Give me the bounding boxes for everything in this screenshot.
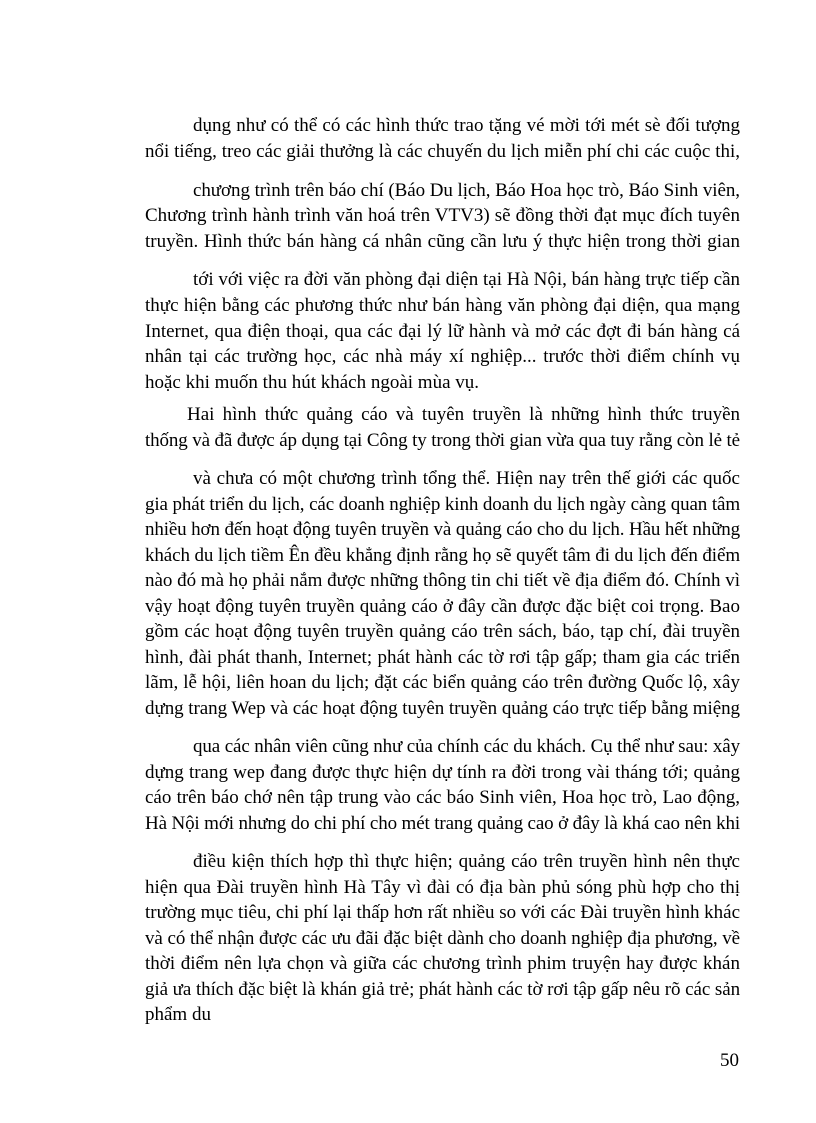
text-line: nhân tại các trường học, các nhà máy xí nghiệp... trước thời điểm chính vụ [145,346,740,367]
text-line: hiện qua Đài truyền hình Hà Tây vì đài có địa bàn phủ sóng phù hợp cho thị [145,877,740,898]
text-line: Internet, qua điện thoại, qua các đại lý lữ hành và mở các đợt đi bán hàng cá [145,321,740,342]
text-line: phẩm du [145,1004,211,1025]
page-number: 50 [720,1050,739,1071]
text-line: khách du lịch tiềm Ên đều khẳng định rằng họ sẽ quyết tâm đi du lịch đến điểm [145,545,740,566]
text-line: thực hiện bằng các phương thức như bán hàng văn phòng đại diện, qua mạng [145,295,740,316]
text-line: gia phát triển du lịch, các doanh nghiệp kinh doanh du lịch ngày càng quan tâm [145,494,740,515]
text-line: truyền. Hình thức bán hàng cá nhân cũng cần lưu ý thực hiện trong thời gian [145,231,740,252]
text-line: nào đó mà họ phải nắm được những thông tin chi tiết về địa điểm đó. Chính vì [145,570,740,591]
text-line: hình, đài phát thanh, Internet; phát hành các tờ rơi tập gấp; tham gia các triển [145,647,740,668]
text-line: chương trình trên báo chí (Báo Du lịch, Báo Hoa học trò, Báo Sinh viên, [193,180,740,201]
text-line: vậy hoạt động tuyên truyền quảng cáo ở đây cần được đặc biệt coi trọng. Bao [145,596,740,617]
text-line: tới với việc ra đời văn phòng đại diện tại Hà Nội, bán hàng trực tiếp cần [193,269,740,290]
text-line: Hai hình thức quảng cáo và tuyên truyền là những hình thức truyền [187,404,740,425]
text-line: điều kiện thích hợp thì thực hiện; quảng cáo trên truyền hình nên thực [193,851,740,872]
text-line: cáo trên báo chớ nên tập trung vào các báo Sinh viên, Hoa học trò, Lao động, [145,787,740,808]
text-line: trường mục tiêu, chi phí lại thấp hơn rất nhiều so với các Đài truyền hình khác [145,902,740,923]
text-line: lãm, lễ hội, liên hoan du lịch; đặt các biển quảng cáo trên đường Quốc lộ, xây [145,672,740,693]
text-line: và chưa có một chương trình tổng thể. Hiện nay trên thế giới các quốc [193,468,740,489]
text-line: dụng như có thể có các hình thức trao tặng vé mời tới mét sè đối tượng [193,115,740,136]
text-line: nhiều hơn đến hoạt động tuyên truyền và quảng cáo cho du lịch. Hầu hết những [145,519,740,540]
text-line: giả ưa thích đặc biệt là khán giả trẻ; phát hành các tờ rơi tập gấp nêu rõ các sản [145,979,740,1000]
text-line: dựng trang wep đang được thực hiện dự tính ra đời trong vài tháng tới; quảng [145,762,740,783]
text-line: dựng trang Wep và các hoạt động tuyên truyền quảng cáo trực tiếp bằng miệng [145,698,740,719]
text-line: nổi tiếng, treo các giải thưởng là các chuyến du lịch miễn phí chi các cuộc thi, [145,141,740,162]
text-line: thời điểm nên lựa chọn và giữa các chương trình phim truyện hay được khán [145,953,740,974]
text-line: thống và đã được áp dụng tại Công ty trong thời gian vừa qua tuy rằng còn lẻ tẻ [145,430,740,451]
text-line: hoặc khi muốn thu hút khách ngoài mùa vụ. [145,372,480,393]
text-line: Hà Nội mới nhưng do chi phí cho mét trang quảng cao ở đây là khá cao nên khi [145,813,740,834]
text-line: gồm các hoạt động tuyên truyền quảng cáo trên sách, báo, tạp chí, đài truyền [145,621,740,642]
text-line: và có thể nhận được các ưu đãi đặc biệt dành cho doanh nghiệp địa phương, về [145,928,740,949]
text-line: Chương trình hành trình văn hoá trên VTV3) sẽ đồng thời đạt mục đích tuyên [145,205,740,226]
text-line: qua các nhân viên cũng như của chính các du khách. Cụ thể như sau: xây [193,736,740,757]
